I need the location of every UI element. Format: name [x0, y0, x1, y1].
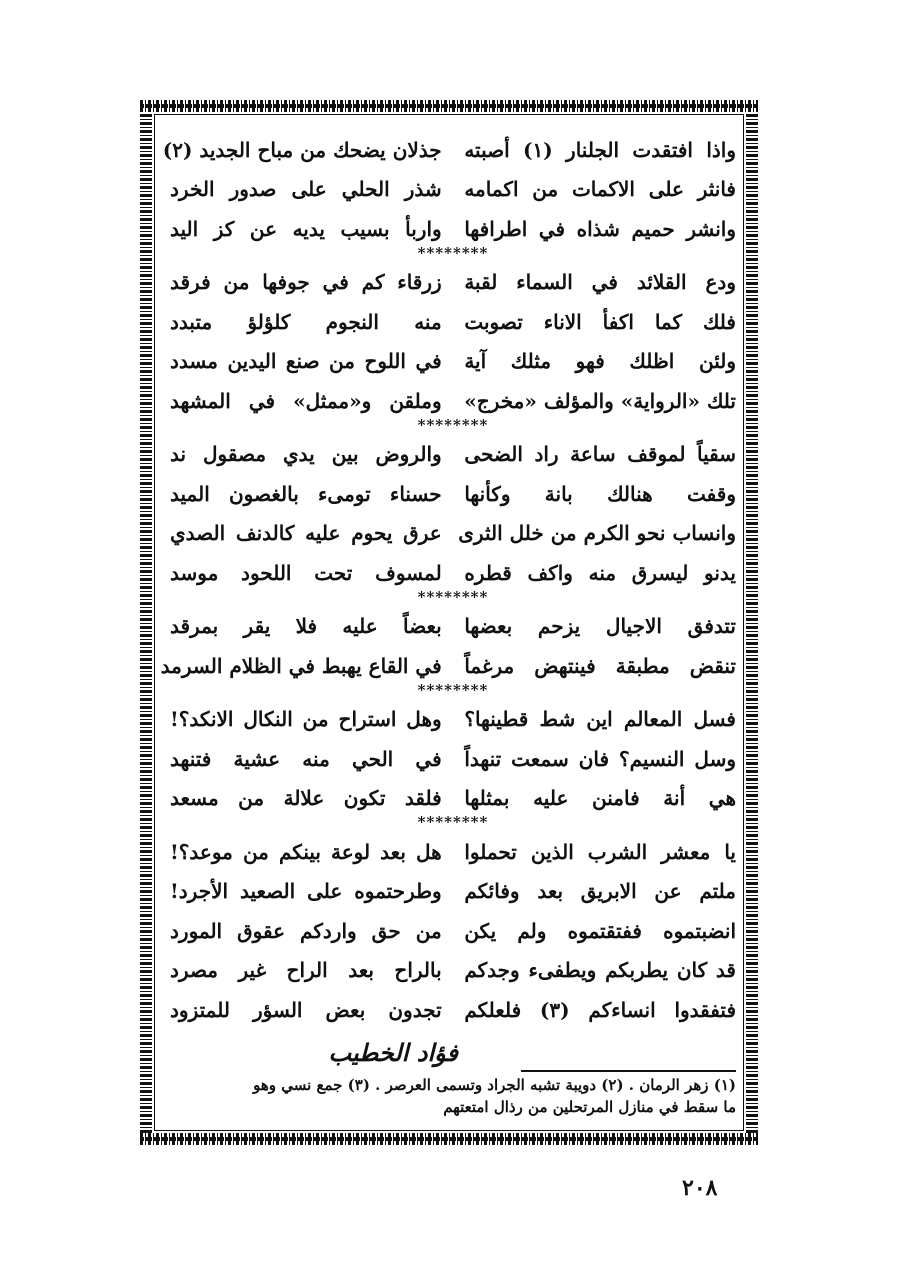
verse-second-hemistich: هل بعد لوعة بينكم من موعد؟!	[170, 839, 442, 864]
stanza-separator: ********	[417, 587, 489, 606]
verse-first-hemistich: وانساب نحو الكرم من خلل الثرى	[458, 521, 736, 546]
page-number: ٢٠٨	[682, 1175, 718, 1201]
page-frame	[140, 100, 758, 1145]
verse	[170, 872, 736, 912]
verse	[170, 209, 736, 249]
verse	[162, 130, 736, 170]
verse-first-hemistich: تنقض مطبقة فينتهض مرغماً	[464, 653, 736, 678]
verse-second-hemistich: زرقاء كم في جوفها من فرقد	[170, 270, 442, 295]
stanza	[170, 263, 736, 421]
verse-second-hemistich: من حق واردكم عقوق المورد	[170, 918, 442, 943]
verse-second-hemistich: وهل استراح من النكال الانكد؟!	[170, 707, 442, 732]
verse-second-hemistich: وملقن و«ممثل» في المشهد	[170, 388, 442, 413]
verse-second-hemistich: منه النجوم كلؤلؤ متبدد	[170, 309, 442, 334]
verse-second-hemistich: والروض بين يدي مصقول ند	[170, 442, 442, 467]
verse-second-hemistich: في القاع يهبط في الظلام السرمد	[160, 653, 442, 678]
verse-second-hemistich: بعضاً عليه فلا يقر بمرقد	[170, 614, 442, 639]
verse	[170, 911, 736, 951]
verse-first-hemistich: واذا افتقدت الجلنار (١) أصبته	[464, 137, 736, 162]
verse-second-hemistich: بالراح بعد الراح غير مصرد	[170, 958, 442, 983]
verse-second-hemistich: شذر الحلي على صدور الخرد	[170, 177, 442, 202]
ornamental-border-top	[140, 100, 758, 112]
verse-second-hemistich: في اللوح من صنع اليدين مسدد	[170, 349, 442, 374]
stanza-separator: ********	[417, 243, 489, 262]
verse-first-hemistich: فانثر على الاكمات من اكمامه	[464, 177, 736, 202]
stanza-separator: ********	[417, 813, 489, 831]
poem	[160, 130, 737, 1030]
ornamental-border-bottom	[140, 1133, 758, 1145]
footnotes	[166, 1074, 736, 1118]
verse-second-hemistich: وطرحتموه على الصعيد الأجرد!	[170, 879, 442, 904]
footnote-rule	[521, 1070, 736, 1072]
verse	[170, 302, 736, 342]
verse-first-hemistich: ولئن اظلك فهو مثلك آية	[464, 349, 736, 374]
stanza	[162, 130, 736, 249]
ornamental-border-left	[140, 112, 152, 1133]
stanza	[170, 832, 736, 1030]
verse-first-hemistich: تتدفق الاجيال يزحم بعضها	[464, 614, 736, 639]
verse-second-hemistich: فلقد تكون علالة من مسعد	[170, 786, 442, 811]
verse-second-hemistich: لمسوف تحت اللحود موسد	[170, 560, 442, 585]
verse-second-hemistich: تجدون بعض السؤر للمتزود	[170, 997, 442, 1022]
verse	[170, 607, 736, 647]
verse	[170, 514, 736, 554]
verse-first-hemistich: هي أنة فامنن عليه بمثلها	[464, 786, 736, 811]
verse-first-hemistich: فسل المعالم اين شط قطينها؟	[464, 707, 736, 732]
verse-first-hemistich: وقفت هنالك بانة وكأنها	[464, 481, 736, 506]
verse-second-hemistich: واربأ بسيب يديه عن كز اليد	[170, 216, 442, 241]
verse-first-hemistich: فلك كما اكفأ الاناء تصوبت	[464, 309, 736, 334]
verse	[160, 646, 736, 686]
stanza	[170, 435, 736, 593]
verse-first-hemistich: ودع القلائد في السماء لقبة	[464, 270, 736, 295]
verse	[170, 263, 736, 303]
verse-second-hemistich: عرق يحوم عليه كالدنف الصدي	[170, 521, 442, 546]
verse	[170, 700, 736, 740]
verse-second-hemistich: جذلان يضحك من مباح الجديد (٢)	[162, 137, 442, 162]
verse-first-hemistich: يدنو ليسرق منه واكف قطره	[464, 560, 736, 585]
verse	[170, 435, 736, 475]
verse	[170, 474, 736, 514]
verse	[170, 990, 736, 1030]
stanza	[170, 700, 736, 819]
verse	[170, 170, 736, 210]
stanza-separator: ********	[417, 415, 489, 434]
verse-first-hemistich: قد كان يطربكم ويطفىء وجدكم	[464, 958, 736, 983]
verse	[170, 951, 736, 991]
verse-first-hemistich: فتفقدوا انساءكم (٣) فلعلكم	[464, 997, 737, 1022]
verse-first-hemistich: تلك «الرواية» والمؤلف «مخرج»	[464, 388, 736, 413]
stanza-separator: ********	[417, 680, 489, 699]
verse-second-hemistich: حسناء تومىء بالغصون الميد	[170, 481, 442, 506]
stanza	[160, 607, 736, 686]
footnote-line: ما سقط في منازل المرتحلين من رذال امتعتهم	[443, 1098, 736, 1116]
verse-first-hemistich: انضبتموه ففتقتموه ولم يكن	[464, 918, 736, 943]
verse	[170, 739, 736, 779]
verse	[170, 553, 736, 593]
verse-second-hemistich: في الحي منه عشية فتنهد	[170, 746, 442, 771]
verse-first-hemistich: وانشر حميم شذاه في اطرافها	[464, 216, 736, 241]
verse-first-hemistich: وسل النسيم؟ فان سمعت تنهداً	[464, 746, 736, 771]
ornamental-border-right	[746, 112, 758, 1133]
footnote-line: (١) زهر الرمان . (٢) دويبة تشبه الجراد وتسمى العرصر . (٣) جمع نسي وهو	[253, 1076, 736, 1094]
verse	[170, 381, 736, 421]
poet-signature: فؤاد الخطيب	[328, 1038, 458, 1067]
verse	[170, 832, 736, 872]
verse-first-hemistich: سقياً لموقف ساعة راد الضحى	[464, 442, 736, 467]
verse	[170, 342, 736, 382]
verse-first-hemistich: يا معشر الشرب الذين تحملوا	[464, 839, 736, 864]
verse-first-hemistich: ملتم عن الابريق بعد وفائكم	[464, 879, 736, 904]
